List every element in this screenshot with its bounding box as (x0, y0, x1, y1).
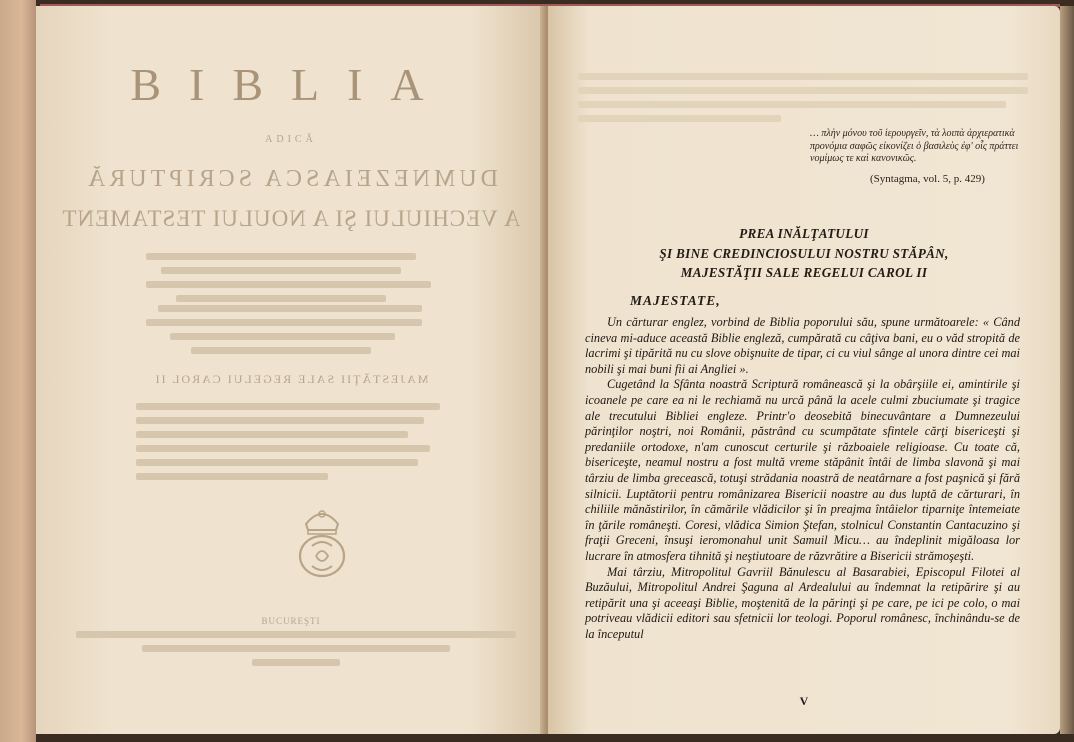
greek-epigraph: … πλὴν μόνου τοῦ ἱερουργεῖν, τὰ λοιπὰ ἀρχιερατικὰ προνόμια σαφῶς εἰκονίζει ὁ βασιλεὺς ἐφ' οἷς πράττει νομίμως τε καὶ κανονικῶς. (810, 128, 1019, 164)
letter-body (585, 315, 1020, 642)
title-line-scriptura: DUMNEZEIASCA SCRIPTURĂ (83, 166, 499, 192)
ghost-footer-block (76, 624, 516, 673)
dedication-line-1: PREA INĂLŢATULUI (739, 226, 869, 241)
royal-monogram-crest (292, 502, 352, 582)
ghost-text-block-2 (146, 298, 446, 361)
left-page (36, 6, 546, 734)
ghost-footer-city: BUCUREŞTI (261, 616, 321, 626)
epigraph-source: (Syntagma, vol. 5, p. 429) (870, 173, 985, 185)
title-adica: ADICĂ (265, 134, 317, 145)
dedication-line-2: ŞI BINE CREDINCIOSULUI NOSTRU STĂPÂN, (659, 246, 949, 261)
book-title: BIBLIA (130, 59, 452, 110)
paragraph-3: Mai târziu, Mitropolitul Gavriil Bănulescu al Basarabiei, Episcopul Filotei al Buzăului, Mitropolitul Andrei Şaguna al Ardealului au îndemnat la retipărire şi au retipărit una şi aceeaşi Biblie, moştenită de la părinţi şi pe care, pe ici pe colo, o mai potriveau vlădicii editori sau sfetnicii lor teologi. Poporul românesc, închinându-se de la începutul (585, 564, 1020, 641)
paragraph-2: Cugetând la Sfânta noastră Scriptură românească şi la obârşiile ei, amintirile şi icoanele pe care ea ni le rechiamă nu urcă până la acele culmi zbuciumate şi tragice ale trecutului Bibliei engleze. Printr'o deosebită binecuvântare a Dumnezeului părinţilor noştri, noi Românii, păstrând cu scumpătate sfintele cărţi bisericeşti şi predaniile ortodoxe, n'am cunoscut certurile şi războaiele religioase. Cu toate că, bisericeşte, neamul nostru a fost multă vreme stăpânit întâi de limba slavonă şi mai târziu de limba grecească, totuşi strădania noastră de neatârnare a fost paşnică şi fără silnicii. Luptătorii pentru românizarea Bisericii noastre au dus luptă de cărturari, în chiliile mănăstirilor, în cămările vlădicilor şi în preajma întâielor tiparniţe întemeiate în ţările româneşti. Coresi, vlădica Simion Ştefan, stolnicul Constantin Cantacuzino şi fraţii Greceni, însuşi ieromonahul unit Samuil Micu… au îndeplinit migăloasa lor lucrare în atmosfera tihnită şi neştiutoare de răzvrătire a Bisericii strămoşeşti. (585, 377, 1020, 563)
ghost-text-block-3 (136, 396, 456, 487)
ghost-dedication-line: MAJESTĂŢII SALE REGELUI CAROL II (153, 372, 429, 386)
salutation: MAJESTATE, (630, 293, 721, 308)
page-stack-edge (1060, 6, 1074, 734)
paragraph-1: Un cărturar englez, vorbind de Biblia poporului său, spune următoarele: « Când cineva mi-aduce această Biblie engleză, cumpărată cu câţiva bani, eu o văd stropită de lacrimi şi tipărită nu cu slove obişnuite de tipar, ci cu viul sânge al unora dintre cei mai nobili şi mai buni fii ai Angliei ». (585, 315, 1020, 376)
book-cover-edge (0, 0, 36, 742)
title-line-testament: A VECHIULUI ŞI A NOULUI TESTAMENT (61, 206, 521, 231)
right-page (548, 6, 1060, 734)
page-number: V (799, 694, 809, 708)
dedication-line-3: MAJESTĂŢII SALE REGELUI CAROL II (680, 265, 928, 280)
ghost-show-through-top (578, 66, 1028, 129)
